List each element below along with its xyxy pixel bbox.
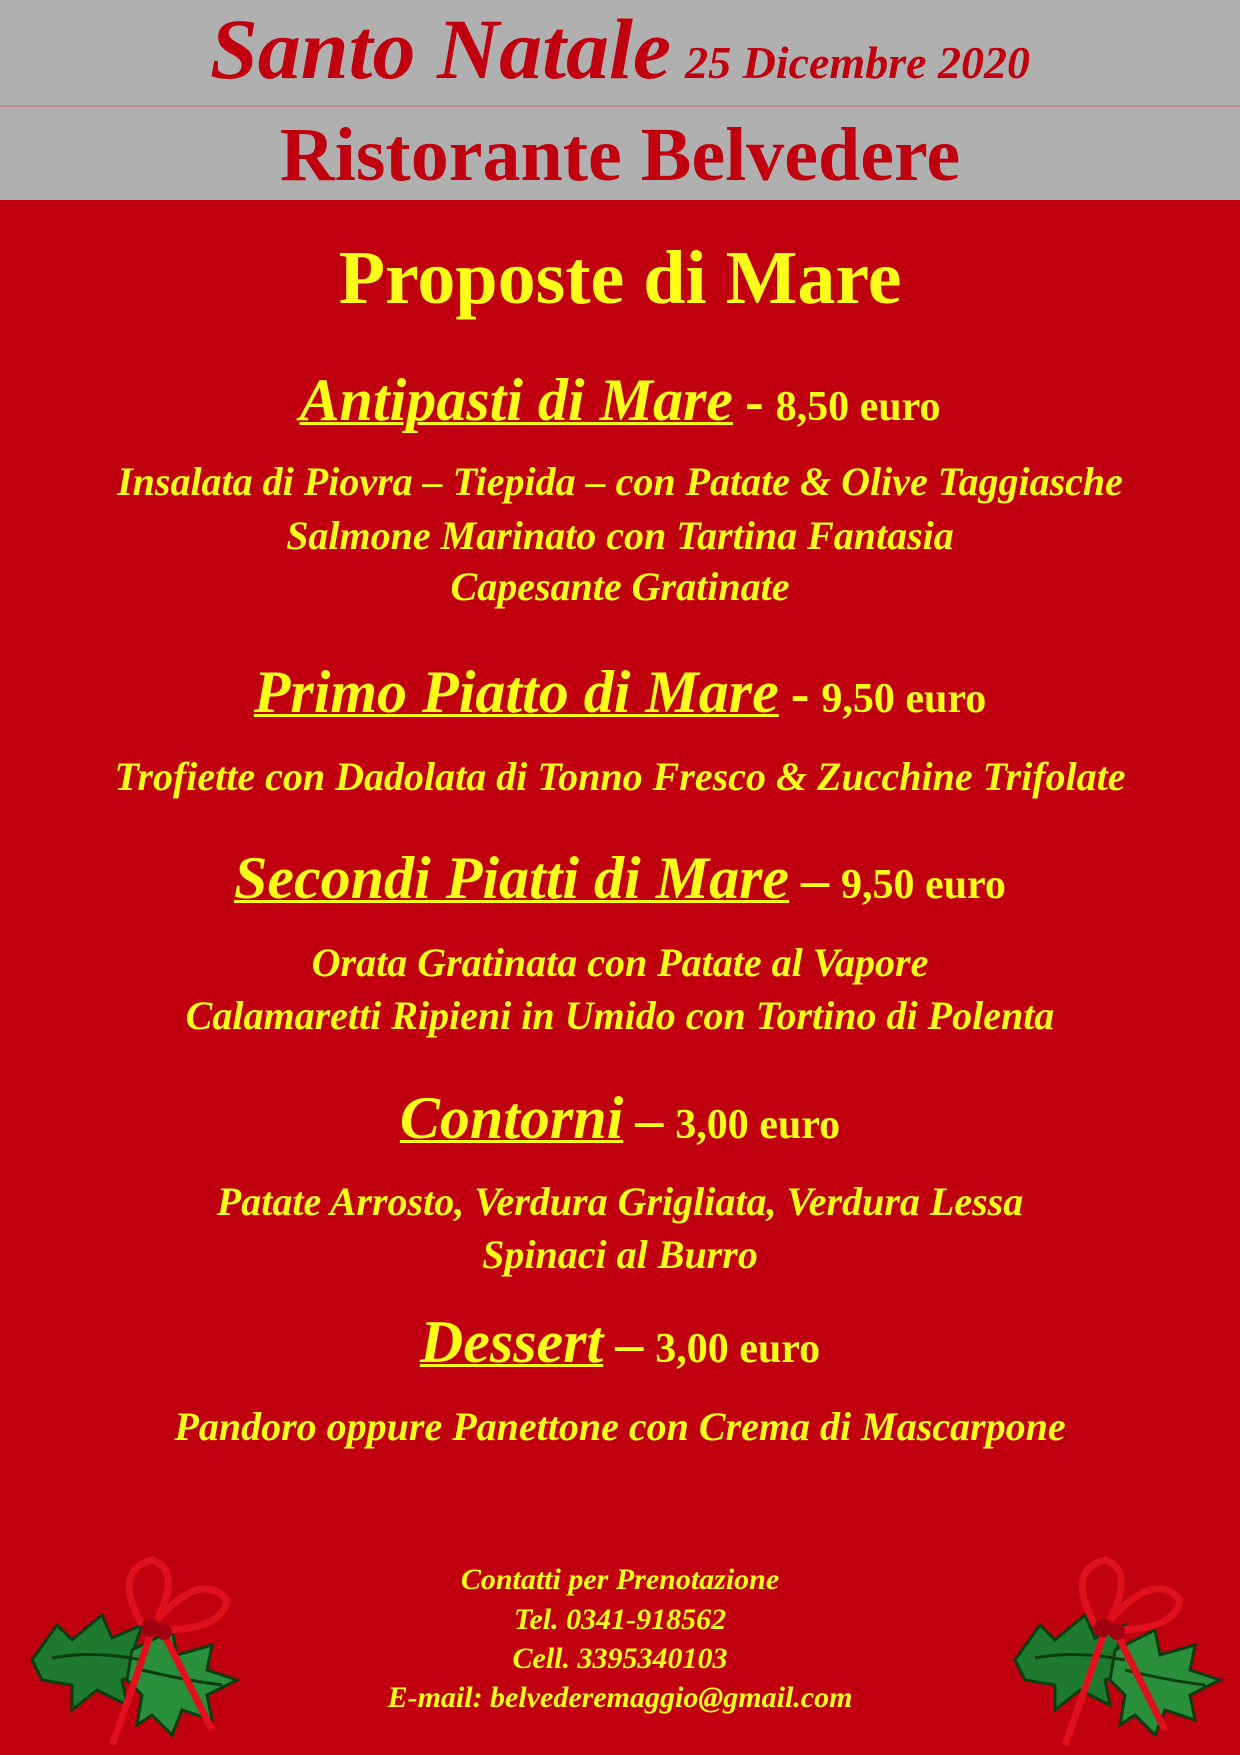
section-heading: [0, 360, 1240, 440]
header-date: 25 Dicembre 2020: [685, 37, 1031, 88]
section-name: Primo Piatto di Mare: [253, 659, 779, 725]
dish-item: Capesante Gratinate: [450, 564, 790, 609]
menu-title: Proposte di Mare: [338, 236, 902, 320]
holly-icon: [12, 1530, 252, 1750]
contacts-heading: Contatti per Prenotazione: [460, 1563, 780, 1596]
section-separator: -: [744, 371, 764, 433]
holly-icon: [995, 1530, 1235, 1750]
header-title: Santo Natale: [209, 1, 672, 97]
section-separator: –: [801, 849, 830, 911]
section-heading: [0, 838, 1240, 918]
header-title-row: [0, 1, 1240, 97]
contact-tel: Tel. 0341-918562: [513, 1603, 727, 1636]
section-price: 3,00 euro: [675, 1102, 841, 1148]
dish-item: Pandoro oppure Panettone con Crema di Mascarpone: [174, 1404, 1066, 1449]
section-heading: [0, 652, 1240, 732]
section-separator: –: [615, 1313, 644, 1375]
section-name: Contorni: [399, 1085, 624, 1151]
section-name: Secondi Piatti di Mare: [234, 845, 790, 911]
section-separator: -: [790, 663, 810, 725]
section-price: 8,50 euro: [775, 384, 941, 430]
dish-item: Orata Gratinata con Patate al Vapore: [311, 940, 929, 985]
dish-item: Calamaretti Ripieni in Umido con Tortino di Polenta: [185, 993, 1055, 1038]
header-divider: [0, 105, 1240, 107]
dish-item: Patate Arrosto, Verdura Grigliata, Verdura Lessa: [216, 1179, 1024, 1224]
contact-cell: Cell. 3395340103: [512, 1642, 728, 1675]
section-heading: [0, 1078, 1240, 1158]
section-price: 9,50 euro: [821, 676, 987, 722]
dish-item: Trofiette con Dadolata di Tonno Fresco & Zucchine Trifolate: [114, 754, 1126, 799]
section-heading: [0, 1302, 1240, 1382]
restaurant-name: Ristorante Belvedere: [279, 113, 961, 197]
section-name: Antipasti di Mare: [299, 367, 733, 433]
dish-item: Spinaci al Burro: [482, 1232, 758, 1277]
section-name: Dessert: [419, 1309, 604, 1375]
section-separator: –: [635, 1089, 664, 1151]
contact-email[interactable]: E-mail: belvederemaggio@gmail.com: [387, 1681, 853, 1714]
section-price: 9,50 euro: [841, 862, 1006, 908]
dish-item: Insalata di Piovra – Tiepida – con Patate & Olive Taggiasche: [117, 459, 1123, 504]
section-price: 3,00 euro: [655, 1326, 821, 1372]
dish-item: Salmone Marinato con Tartina Fantasia: [286, 513, 954, 558]
